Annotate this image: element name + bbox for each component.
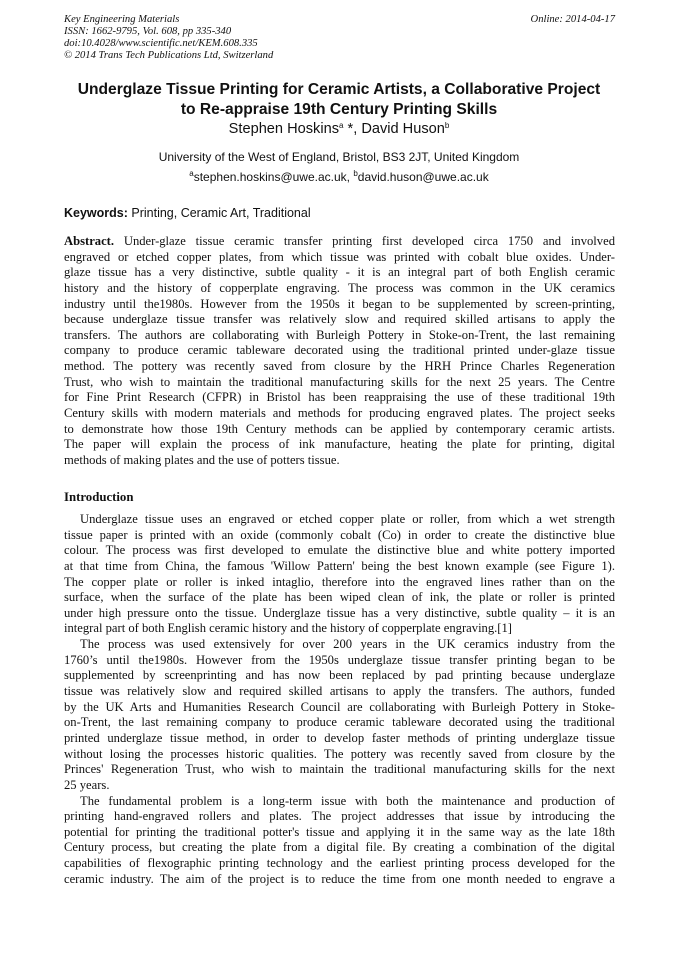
abstract-line: to demonstrate how those 19th Century methods can be applied by contemporary ceramic artists.	[64, 421, 615, 436]
copyright: © 2014 Trans Tech Publications Ltd, Switzerland	[64, 50, 274, 61]
section-heading-introduction: Introduction	[64, 490, 134, 504]
paragraph-line: colour. The process was first developed to emulate the distinctive blue and white pottery imported	[64, 543, 615, 558]
author-1: Stephen Hoskins	[228, 121, 340, 137]
abstract-line: method. The pottery was recently saved from closure by the HRH Prince Charles Regeneration	[64, 359, 615, 374]
abstract-line: methods of making plates and the use of potters tissue.	[64, 452, 340, 467]
paragraph-line: tissue was relatively slow and required skilled artisans to apply the transfers. The authors, funded	[64, 684, 615, 699]
paragraph-line: The copper plate or roller is inked intaglio, therefore into the engraved lines rather than on the	[64, 574, 615, 589]
title-line-2: to Re-appraise 19th Century Printing Skills	[180, 101, 498, 118]
authors	[0, 121, 678, 137]
paper-title	[40, 80, 638, 120]
abstract-line: because underglaze tissue transfer was relatively slow and required skilled artisans to apply the	[64, 312, 615, 327]
abstract-line: transfers. The authors are collaborating with Burleigh Pottery in Stoke-on-Trent, the last remaining	[64, 327, 615, 342]
paragraph-line: by the UK Arts and Humanities Research Council are collaborating with Burleigh Pottery in Stoke-	[64, 699, 615, 714]
abstract-line: Century skills with modern materials and methods for producing engraved plates. The project seeks	[64, 406, 615, 421]
paragraph-line: without losing the processes historic qualities. The pottery was recently saved from closure by the	[64, 746, 615, 761]
paragraph-line: tissue paper is printed with an oxide (commonly cobalt (Co) in order to create the distinctive blue	[64, 527, 615, 542]
abstract-line: engraved or etched copper plates, from which tissue was printed with cobalt blue oxides. Under-	[64, 249, 615, 264]
paragraph-line: Underglaze tissue uses an engraved or etched copper plate or roller, from which a wet strength	[80, 512, 615, 526]
email-b[interactable]: david.huson@uwe.ac.uk	[357, 170, 489, 184]
abstract	[64, 234, 615, 469]
doi: doi:10.4028/www.scientific.net/KEM.608.335	[64, 38, 258, 49]
keywords-label: Keywords:	[64, 206, 128, 220]
issn: ISSN: 1662-9795, Vol. 608, pp 335-340	[64, 26, 232, 37]
abstract-line: for Fine Print Research (CFPR) in Bristol has been reappraising the use of these traditional 19th	[64, 390, 615, 405]
paragraph-line: potential for printing the traditional potter's tissue and applying it in the same way as the late 18th	[64, 824, 615, 839]
abstract-line: history and the history of copperplate engraving. The process was common in the UK ceramics	[64, 280, 615, 295]
paragraph-line: under high pressure onto the tissue. Underglaze tissue has a very distinctive, subtle quality – it is an	[64, 605, 615, 620]
paragraph-line: Princes' Regeneration Trust, who wish to maintain the traditional manufacturing skills for the next	[64, 762, 615, 777]
author-2: David Huson	[361, 121, 445, 137]
journal-name: Key Engineering Materials	[64, 14, 180, 25]
abstract-line	[64, 234, 615, 250]
paragraph-line: supplemented by screenprinting and has now been replaced by pad printing because underglaze	[64, 668, 615, 683]
paragraph-line: The fundamental problem is a long-term issue with both the maintenance and production of	[80, 793, 615, 808]
title-line-1: Underglaze Tissue Printing for Ceramic Artists, a Collaborative Project	[77, 81, 601, 98]
journal-header	[64, 14, 273, 62]
paragraph-line: capabilities of flexographic printing technology and the earliest printing process developed for the	[64, 856, 615, 871]
abstract-line: Trust, who wish to maintain the traditional manufacturing skills for the next 25 years. The Centre	[64, 374, 615, 389]
author-2-sup: b	[444, 121, 450, 130]
keywords	[64, 206, 311, 220]
corresponding-mark: *,	[343, 121, 362, 137]
introduction-body	[64, 512, 615, 887]
abstract-line: industry until the1980s. However from the 1950s it began to be supplemented by screen-printing,	[64, 296, 615, 311]
paragraph	[64, 794, 615, 888]
emails	[0, 170, 678, 184]
online-date: Online: 2014-04-17	[530, 14, 615, 25]
email-a[interactable]: stephen.hoskins@uwe.ac.uk,	[193, 170, 354, 184]
email-b-sup: b	[353, 169, 358, 178]
abstract-line: company to produce ceramic tableware decorated using the traditional printed under-glaze tissue	[64, 343, 615, 358]
paragraph-line: at that time from China, the famous 'Willow Pattern' being the best known example (see Figure 1).	[64, 558, 615, 573]
abstract-label: Abstract.	[64, 234, 115, 248]
paragraph-line: on-Trent, the last remaining company to produce ceramic tableware decorated using the traditional	[64, 715, 615, 730]
abstract-line-text: Under-glaze tissue ceramic transfer printing first developed circa 1750 and involved	[114, 234, 615, 248]
paragraph-line: Century process, but creating the plate from a digital file. By creating a combination of the digital	[64, 840, 615, 855]
affiliation: University of the West of England, Bristol, BS3 2JT, United Kingdom	[158, 150, 520, 164]
email-a-sup: a	[189, 169, 194, 178]
paragraph-line: integral part of both English ceramic history and the history of copperplate engraving.[1]	[64, 621, 512, 636]
paragraph-line: surface, when the surface of the plate has been wiped clean of ink, the plate or roller is printed	[64, 590, 615, 605]
paragraph-line: 25 years.	[64, 777, 110, 792]
keywords-value: Printing, Ceramic Art, Traditional	[127, 206, 311, 220]
paragraph-line: 1760’s until the1980s. However from the 1950s underglaze tissue transfer printing began to be	[64, 652, 615, 667]
abstract-line: The paper will explain the process of ink manufacture, heating the plate for printing, digital	[64, 437, 615, 452]
paragraph	[64, 637, 615, 793]
paragraph-line: ceramic industry. The aim of the project is to reduce the time from one month needed to engrave a	[64, 871, 615, 886]
author-1-sup: a	[339, 121, 344, 130]
paragraph-line: The process was used extensively for over 200 years in the UK ceramics industry from the	[80, 637, 615, 652]
abstract-line: glaze tissue has a very distinctive, subtle quality - it is an integral part of both English ceramic	[64, 265, 615, 280]
paragraph-line: printed underglaze tissue method, in order to develop faster methods of printing underglaze tissue	[64, 730, 615, 745]
paragraph	[64, 512, 615, 637]
paragraph-line: printing hand-engraved rollers and plates. The project addresses that issue by introducing the	[64, 809, 615, 824]
